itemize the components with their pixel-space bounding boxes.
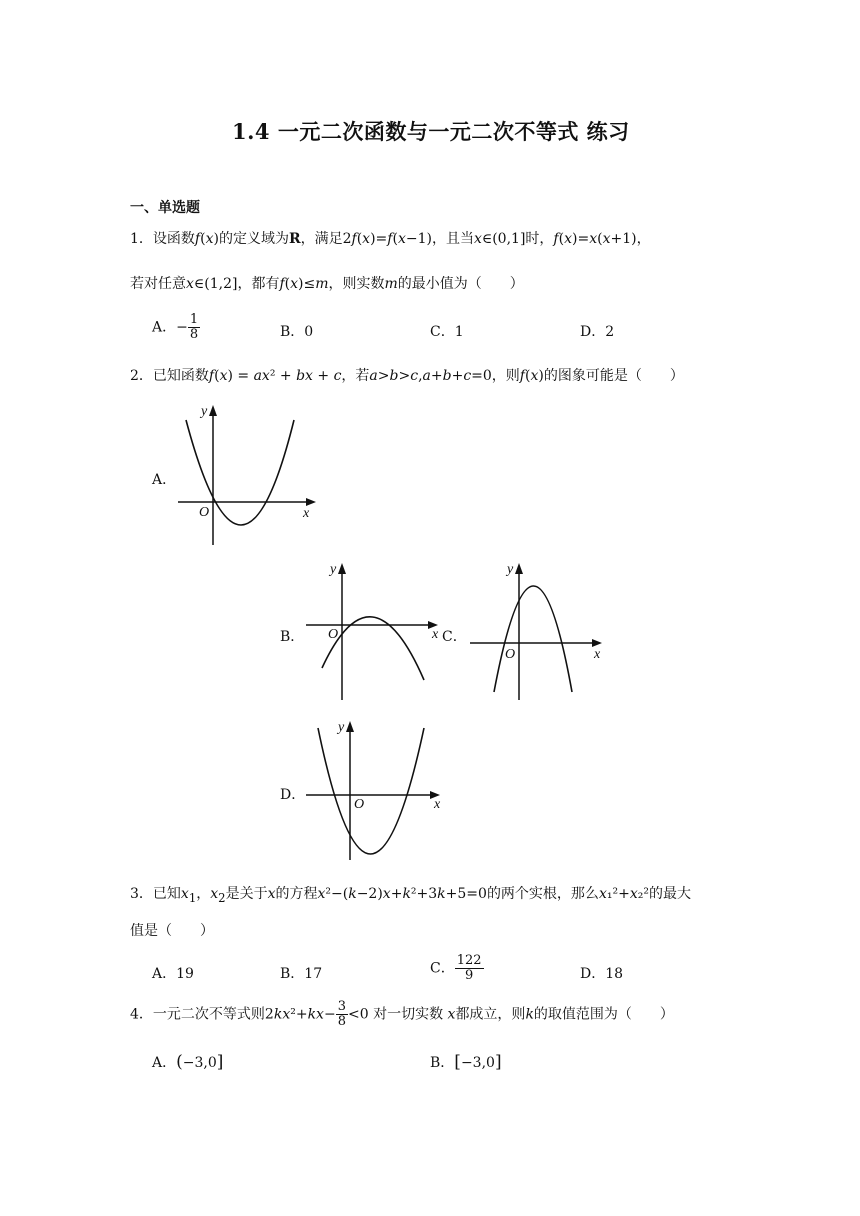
graph-b-label: B．	[280, 629, 305, 645]
graph-c-y-label: y	[507, 562, 514, 577]
question-1-option-d: D．2	[580, 324, 615, 340]
question-3-line-1: 3．已知$x_1$，$x_2$是关于x的方程x²−(k−2)x+k²+3k+5=0的两个实根，那么x₁²+x₂²的最大	[130, 886, 691, 905]
graph-c-origin-label: O	[505, 647, 516, 662]
question-4-option-b: B．[−3,0]	[430, 1052, 502, 1072]
question-3-option-a: A．19	[152, 966, 194, 982]
graph-b-x-label: x	[432, 627, 439, 642]
graph-d-origin-label: O	[354, 797, 365, 812]
graph-d-x-label: x	[434, 797, 441, 812]
graph-a-x-label: x	[303, 506, 310, 521]
question-4-option-a: A．(−3,0]	[152, 1052, 224, 1072]
section-heading: 一、单选题	[130, 200, 200, 216]
question-1-option-c: C．1	[430, 324, 464, 340]
question-1-line-2: 若对任意x∈(1,2]，都有f(x)≤m，则实数m的最小值为（ ）	[130, 276, 524, 292]
question-1-line-1: 1．设函数f(x)的定义域为R，满足2f(x)=f(x−1)，且当x∈(0,1]时，f(x)=x(x+1)，	[130, 231, 651, 247]
graph-a-label: A．	[152, 472, 177, 488]
graph-d-y-label: y	[338, 720, 345, 735]
graph-d-label: D．	[280, 787, 306, 803]
graph-a-y-label: y	[201, 404, 208, 419]
graph-a-origin-label: O	[199, 505, 210, 520]
question-1-option-a: A．− $\frac{1}{8}$	[152, 312, 199, 342]
graph-b-y-label: y	[330, 562, 337, 577]
question-3-line-2: 值是（ ）	[130, 923, 214, 939]
page-title: 1.4 一元二次函数与一元二次不等式 练习	[232, 119, 630, 144]
graph-c-x-label: x	[594, 647, 601, 662]
question-4-text: 4．一元二次不等式则2kx²+kx− $\frac{3}{8}$ <0 对一切实数 x都成立，则k的取值范围为（ ）	[130, 999, 674, 1029]
question-3-option-c: C． $\frac{122}{9}$	[430, 953, 482, 983]
question-3-option-d: D．18	[580, 966, 624, 982]
question-1-option-b: B．0	[280, 324, 314, 340]
question-3-option-b: B．17	[280, 966, 323, 982]
graph-d-y-arrow	[346, 721, 354, 732]
graph-b-origin-label: O	[328, 627, 339, 642]
graph-d-curve	[318, 728, 424, 854]
question-2-text: 2．已知函数f(x) = ax² + bx + c，若a>b>c,a+b+c=0，则f(x)的图象可能是（ ）	[130, 368, 684, 384]
graph-c-label: C．	[442, 629, 467, 645]
